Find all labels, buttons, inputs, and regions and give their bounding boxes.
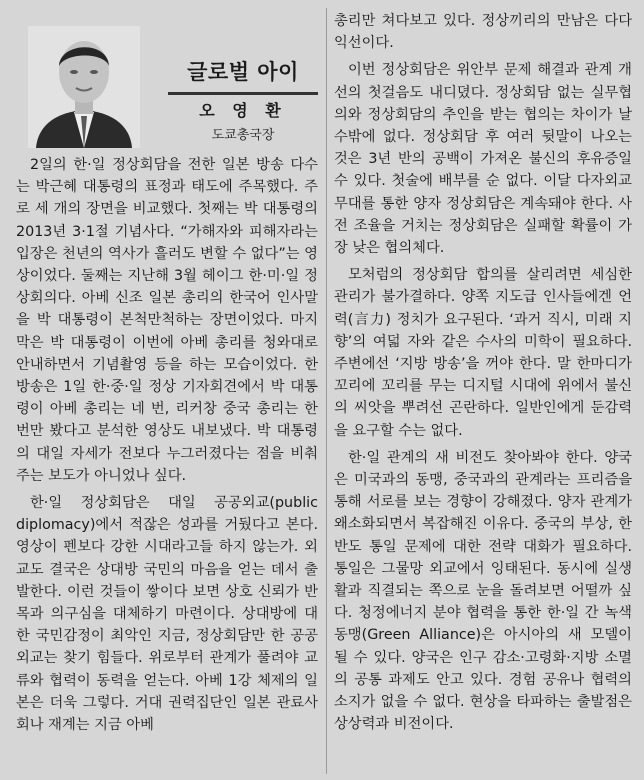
author-photo xyxy=(28,26,140,148)
article-left-column xyxy=(16,154,318,778)
column-divider xyxy=(326,8,327,774)
author-name: 오 영 환 xyxy=(199,101,287,120)
paragraph: 이번 정상회담은 위안부 문제 해결과 관계 개선의 첫걸음도 내디뎠다. 정상회담 없는 실무협의와 정상회담의 추인을 받는 협의는 차이가 날 수밖에 없다. 정상회담 후 여러 뒷말이 나오는 것은 3년 반의 공백이 가져온 불신의 후유증일 수 있다. 첫술에 배부를 순 없다. 이달 다자외교 무대를 통한 양자 정상회담은 계속돼야 한다. 사전 조율을 거치는 정상회담은 실패할 확률이 가장 낮은 협의체다. xyxy=(334,62,632,257)
paragraph: 모처럼의 정상회담 합의를 살리려면 세심한 관리가 불가결하다. 양쪽 지도급 인사들에겐 언력(言力) 정치가 요구된다. ‘과거 직시, 미래 지향’의 여덟 자와 같은 수사의 미학이 필요하다. 주변에선 ‘지방 방송’을 꺼야 한다. 말 한마디가 꼬리에 꼬리를 무는 디지털 시대에 위에서 불신의 씨앗을 뿌려선 곤란하다. 일반인에게 둔감력을 요구할 수는 없다. xyxy=(334,267,632,439)
paragraph-continued: 총리만 쳐다보고 있다. 정상끼리의 만남은 다다익선이다. xyxy=(334,13,632,52)
column-title: 글로벌 아이 xyxy=(168,56,318,95)
column-header xyxy=(18,8,318,150)
paragraph: 한·일 정상회담은 대일 공공외교(public diplomacy)에서 적잖은 성과를 거뒀다고 본다. 영상이 펜보다 강한 시대라고들 하지 않는가. 외교도 결국은 상대방 국민의 마음을 얻는 데서 출발한다. 이런 것들이 쌓이다 보면 상호 신뢰가 반목과 의구심을 대체하기 마련이다. 상대방에 대한 국민감정이 최악인 지금, 정상회담만 한 공공외교는 찾기 힘들다. 위로부터 관계가 풀려야 교류와 협력이 동력을 얻는다. 아베 1강 체제의 일본은 더욱 그렇다. 거대 권력집단인 일본 관료사회나 재계는 지금 아베 xyxy=(16,495,318,734)
author-portrait-image xyxy=(28,26,140,148)
article-right-column xyxy=(334,10,632,778)
paragraph: 한·일 관계의 새 비전도 찾아봐야 한다. 양국은 미국과의 동맹, 중국과의 관계라는 프리즘을 통해 서로를 보는 경향이 강해졌다. 양자 관계가 왜소화되면서 복잡해진 이유다. 중국의 부상, 한반도 통일 문제에 대한 전략 대화가 필요하다. 통일은 그물망 외교에서 잉태된다. 동시에 실생활과 직결되는 쪽으로 눈을 돌려보면 어떨까 싶다. 청정에너지 분야 협력을 통한 한·일 간 녹색동맹(Green Alliance)은 아시아의 새 모델이 될 수 있다. 양국은 인구 감소·고령화·지방 소멸의 공통 과제도 안고 있다. 경험 공유나 협력의 소지가 없을 수 없다. 현상을 타파하는 출발점은 상상력과 비전이다. xyxy=(334,449,632,733)
author-title: 도쿄총국장 xyxy=(211,128,275,143)
paragraph: 2일의 한·일 정상회담을 전한 일본 방송 다수는 박근혜 대통령의 표정과 태도에 주목했다. 주로 세 개의 장면을 비교했다. 첫째는 박 대통령의 2013년 3·1절 기념사다. “가해자와 피해자라는 입장은 천년의 역사가 흘러도 변할 수 없다”는 영상이었다. 둘째는 지난해 3월 헤이그 한·미·일 정상회의다. 아베 신조 일본 총리의 한국어 인사말을 박 대통령이 본척만척하는 장면이었다. 마지막은 박 대통령이 이번에 아베 총리를 청와대로 안내하면서 기념촬영 등을 하는 모습이었다. 한 방송은 1일 한·중·일 정상 기자회견에서 박 대통령이 아베 총리는 네 번, 리커창 중국 총리는 한 번만 봤다고 분석한 영상도 내보냈다. 박 대통령의 대일 자세가 전보다 누그러졌다는 점을 비춰주는 보도가 아니었나 싶다. xyxy=(16,157,318,484)
